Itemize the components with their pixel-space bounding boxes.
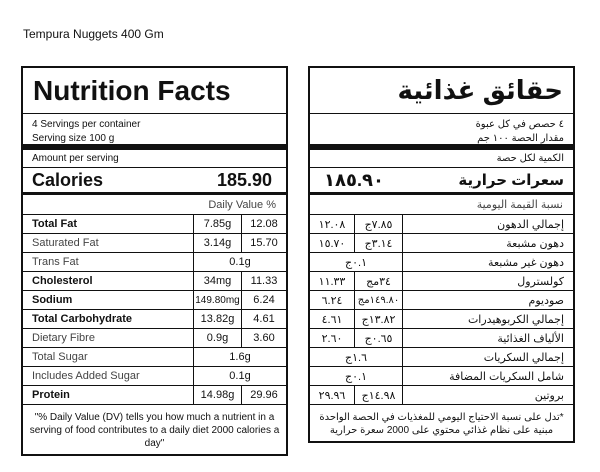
nutrient-amount: 149.80mg (193, 291, 241, 309)
nutrient-row (23, 386, 286, 405)
nutrient-row (310, 386, 573, 405)
nutrient-label: Sodium (32, 294, 73, 306)
nutrient-row (23, 367, 286, 386)
nutrient-label: Total Sugar (32, 351, 88, 363)
nutrient-label: دهون مشبعة (506, 237, 564, 250)
panel-title: Nutrition Facts (23, 68, 286, 114)
nutrient-row (23, 253, 286, 272)
nutrient-label: Cholesterol (32, 275, 93, 287)
nutrient-row (310, 310, 573, 329)
nutrient-label: Saturated Fat (32, 237, 99, 249)
nutrient-label: إجمالي السكريات (483, 351, 564, 364)
nutrient-dv: ٢.٦٠ (310, 329, 355, 347)
nutrient-dv: ٢٩.٩٦ (310, 386, 355, 404)
nutrient-row (23, 272, 286, 291)
nutrient-label: Dietary Fibre (32, 332, 95, 344)
footnote: *تدل على نسبة الاحتياج اليومي للمغذيات في الحصة الواحدة مبنية على نظام غذائي محتوي على 2000 سعرة حرارية (319, 412, 564, 436)
nutrient-dv: 3.60 (241, 329, 286, 347)
nutrient-label: إجمالي الكربوهيدرات (467, 313, 564, 326)
footnote: "% Daily Value (DV) tells you how much a nutrient in a serving of food contributes to a daily diet 2000 calories a day" (29, 412, 280, 449)
calories-row (23, 168, 286, 195)
nutrient-dv: 12.08 (241, 215, 286, 233)
nutrient-label: بروتين (534, 389, 564, 402)
nutrient-dv: 6.24 (241, 291, 286, 309)
nutrient-row (23, 310, 286, 329)
calories-value: ١٨٥.٩٠ (324, 169, 384, 190)
nutrient-amount: ١٤٩.٨٠مج (355, 291, 403, 309)
amount-per-serving: الكمية لكل حصة (310, 150, 573, 168)
nutrient-dv: 29.96 (241, 386, 286, 404)
nutrient-amount: ٠.٦٥ج (355, 329, 403, 347)
nutrient-label: الألياف الغذائية (497, 332, 564, 345)
nutrient-row (23, 348, 286, 367)
serving-info (23, 114, 286, 150)
serving-size: Serving size 100 g (32, 133, 115, 144)
nutrient-dv: ١٢.٠٨ (310, 215, 355, 233)
nutrient-amount: 3.14g (193, 234, 241, 252)
nutrient-label: Total Carbohydrate (32, 313, 133, 325)
nutrient-row (310, 234, 573, 253)
nutrient-amount: 1.6g (193, 348, 286, 366)
nutrient-amount: ٠.١ج (310, 367, 403, 385)
nutrient-row (310, 253, 573, 272)
serving-size: مقدار الحصة ١٠٠ جم (477, 133, 564, 144)
nutrient-amount: ١.٦ج (310, 348, 403, 366)
nutrient-amount: 7.85g (193, 215, 241, 233)
nutrient-amount: 0.9g (193, 329, 241, 347)
nutrient-row (310, 348, 573, 367)
nutrient-row (310, 272, 573, 291)
calories-row (310, 168, 573, 195)
nutrient-amount: 0.1g (193, 367, 286, 385)
nutrient-row (23, 329, 286, 348)
nutrient-dv: 15.70 (241, 234, 286, 252)
nutrient-amount: ٠.١ج (310, 253, 403, 271)
nutrient-dv: 11.33 (241, 272, 286, 290)
servings-per-container: 4 Servings per container (32, 119, 141, 130)
nutrient-dv: ٦.٢٤ (310, 291, 355, 309)
nutrient-label: Total Fat (32, 218, 78, 230)
nutrient-amount: ٣.١٤ج (355, 234, 403, 252)
nutrient-dv: 4.61 (241, 310, 286, 328)
nutrient-amount: 34mg (193, 272, 241, 290)
nutrient-row (23, 291, 286, 310)
calories-value: 185.90 (216, 169, 272, 190)
nutrient-amount: ١٣.٨٢ج (355, 310, 403, 328)
nutrient-row (310, 215, 573, 234)
serving-info (310, 114, 573, 150)
nutrient-row (310, 291, 573, 310)
nutrient-label: صوديوم (528, 294, 564, 307)
nutrient-amount: 0.1g (193, 253, 286, 271)
nutrient-dv: ١٥.٧٠ (310, 234, 355, 252)
nutrient-label: Protein (32, 389, 70, 401)
nutrient-row (23, 215, 286, 234)
nutrient-row (23, 234, 286, 253)
panel-title: حقائق غذائية (310, 68, 573, 114)
nutrient-amount: ٣٤مج (355, 272, 403, 290)
calories-label: سعرات حرارية (458, 172, 564, 189)
calories-label: Calories (32, 169, 104, 190)
nutrient-label: شامل السكريات المضافة (449, 370, 564, 383)
nutrition-facts-panel-arabic (308, 66, 575, 443)
daily-value-header: Daily Value % (23, 195, 286, 215)
nutrient-row (310, 367, 573, 386)
daily-value-header: نسبة القيمة اليومية (310, 195, 573, 215)
nutrient-dv: ٤.٦١ (310, 310, 355, 328)
nutrition-facts-panel-english (21, 66, 288, 456)
amount-per-serving: Amount per serving (23, 150, 286, 168)
nutrient-row (310, 329, 573, 348)
nutrient-amount: 13.82g (193, 310, 241, 328)
nutrient-label: Trans Fat (32, 256, 79, 268)
nutrient-label: كولسترول (517, 275, 564, 288)
nutrient-dv: ١١.٣٣ (310, 272, 355, 290)
product-title: Tempura Nuggets 400 Gm (23, 27, 164, 41)
nutrient-label: دهون غير مشبعة (488, 256, 564, 269)
servings-per-container: ٤ حصص في كل عبوة (475, 119, 564, 130)
nutrient-amount: 14.98g (193, 386, 241, 404)
nutrient-amount: ١٤.٩٨ج (355, 386, 403, 404)
nutrient-label: Includes Added Sugar (32, 370, 140, 382)
nutrient-label: إجمالي الدهون (497, 218, 564, 231)
nutrient-amount: ٧.٨٥ج (355, 215, 403, 233)
